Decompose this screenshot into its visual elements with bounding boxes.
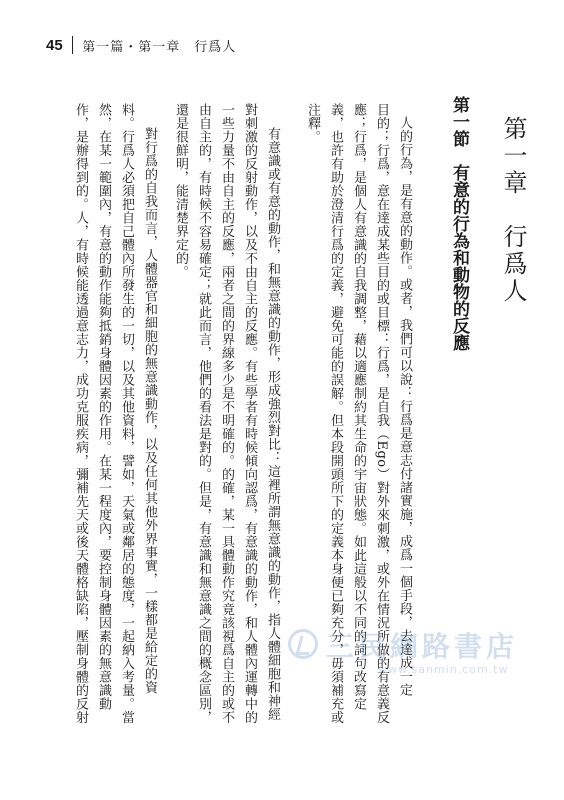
body-line: 一些力量不由自主的反應，兩者之間的界線多少是不明確的。的確，某一具體動作究竟該視爲自主的或不 [219, 103, 234, 724]
body-line: 還是很鮮明，能清楚界定的。 [173, 103, 188, 279]
header-divider [72, 36, 74, 54]
watermark-name: 三民網路書店 [326, 630, 519, 663]
body-line: 對刺激的反射動作，以及不由自主的反應。有些學者有時候傾向認爲，有意識的動作，和人體內運轉中的 [242, 103, 257, 724]
body-line: 義，也許有助於澄清行爲的定義，避免可能的誤解。但本段開頭所下的定義本身便已夠充分，毋須補充或 [328, 103, 343, 724]
body-line: 然，在某一範圍內，有意的動作能夠抵銷身體因素的作用。在某一程度內，要控制身體因素的無意識動 [96, 103, 111, 711]
body-line: 對行爲的自我而言，人體器官和細胞的無意識動作，以及任何其他外界事實，一樣都是給定的資 [142, 127, 157, 694]
body-line: 料。行爲人必須把自己體內所發生的一切，以及其他資料，譬如，天氣或鄰居的態度，一起納入考量。當 [119, 103, 134, 724]
chapter-title: 第一章 行爲人 [499, 116, 527, 305]
body-line: 作，是辦得到的。人，有時候能透過意志力，成功克服疾病，彌補先天或後天體格缺陷，壓制身體的反射 [73, 103, 88, 724]
running-head-title: 第一篇・第一章 行爲人 [82, 39, 237, 55]
body-line: 有意識或有意的動作，和無意識的動作，形成強烈對比：這裡所謂無意識的動作，指人體細胞和神經 [265, 127, 280, 721]
running-header [46, 34, 236, 56]
body-line: 應；行爲，是個人有意識的自我調整，藉以適應制約其生命的宇宙狀態。如此這般以不同的詞句改寫定 [351, 103, 366, 711]
watermark-logo-icon [288, 629, 318, 659]
watermark-url: www.sanmin.com.tw [378, 663, 509, 676]
page-number: 45 [46, 36, 63, 54]
body-line: 目的；行爲，意在達成某些目的或目標：行爲，是自我（Ego）對外來刺激，或外在情況所做的有意義反 [374, 103, 389, 725]
section-title: 第一節 有意的行為和動物的反應 [449, 96, 469, 351]
body-line: 由自主的，有時候不容易確定；就此而言，他們的看法是對的。但是，有意識和無意識之間的概念區別， [196, 103, 211, 724]
body-line: 注釋。 [305, 103, 320, 144]
body-line: 人的行為，是有意的動作。或者，我們可以說：行爲是意志付諸實施，成爲一個手段，去達成一定 [397, 116, 412, 697]
